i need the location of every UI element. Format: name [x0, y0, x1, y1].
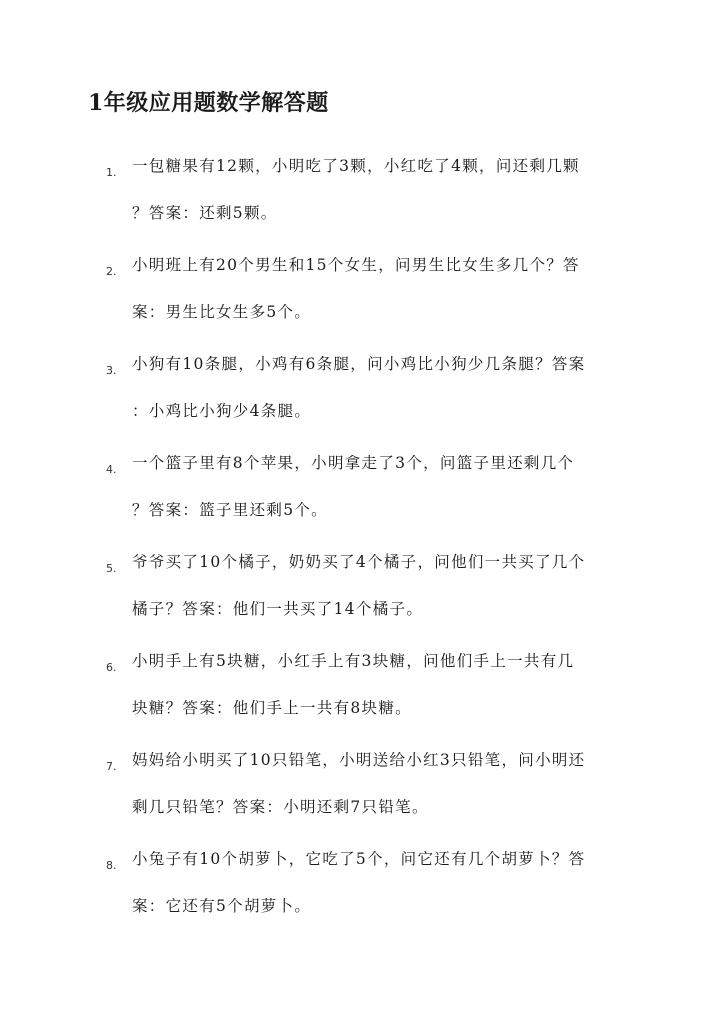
- question-text-line2: 案：它还有5个胡萝卜。: [132, 897, 312, 915]
- question-text-line1: 小明手上有5块糖，小红手上有3块糖，问他们手上一共有几: [132, 652, 575, 670]
- question-text-line1: 小兔子有10个胡萝卜，它吃了5个，问它还有几个胡萝卜？答: [132, 850, 586, 868]
- question-text-line2: ？答案：还剩5颗。: [132, 204, 278, 222]
- question-text-line1: 妈妈给小明买了10只铅笔，小明送给小红3只铅笔，问小明还: [132, 751, 586, 769]
- question-number: 1.: [106, 166, 117, 179]
- question-number: 5.: [106, 562, 117, 575]
- question-number: 3.: [106, 364, 117, 377]
- question-item-3: [0, 346, 720, 445]
- question-text-line1: 一包糖果有12颗，小明吃了3颗，小红吃了4颗，问还剩几颗: [132, 157, 580, 175]
- question-text-line2: 橘子？答案：他们一共买了14个橘子。: [132, 600, 424, 618]
- question-text-line1: 爷爷买了10个橘子，奶奶买了4个橘子，问他们一共买了几个: [132, 553, 586, 571]
- question-item-4: [0, 445, 720, 544]
- question-text-line1: 一个篮子里有8个苹果，小明拿走了3个，问篮子里还剩几个: [132, 454, 575, 472]
- question-list: [0, 148, 720, 940]
- question-text-line1: 小狗有10条腿，小鸡有6条腿，问小鸡比小狗少几条腿？答案: [132, 355, 586, 373]
- question-text-line2: 案：男生比女生多5个。: [132, 303, 312, 321]
- question-text-line2: 块糖？答案：他们手上一共有8块糖。: [132, 699, 412, 717]
- question-number: 6.: [106, 661, 117, 674]
- question-item-2: [0, 247, 720, 346]
- document-title: 1年级应用题数学解答题: [88, 90, 329, 116]
- question-text-line2: 剩几只铅笔？答案：小明还剩7只铅笔。: [132, 798, 429, 816]
- question-item-6: [0, 643, 720, 742]
- question-text-line2: ：小鸡比小狗少4条腿。: [132, 402, 312, 420]
- question-item-8: [0, 841, 720, 940]
- question-item-7: [0, 742, 720, 841]
- question-number: 7.: [106, 760, 117, 773]
- question-item-1: [0, 148, 720, 247]
- question-number: 8.: [106, 859, 117, 872]
- question-text-line2: ？答案：篮子里还剩5个。: [132, 501, 328, 519]
- question-number: 4.: [106, 463, 117, 476]
- question-text-line1: 小明班上有20个男生和15个女生，问男生比女生多几个？答: [132, 256, 580, 274]
- question-item-5: [0, 544, 720, 643]
- question-number: 2.: [106, 265, 117, 278]
